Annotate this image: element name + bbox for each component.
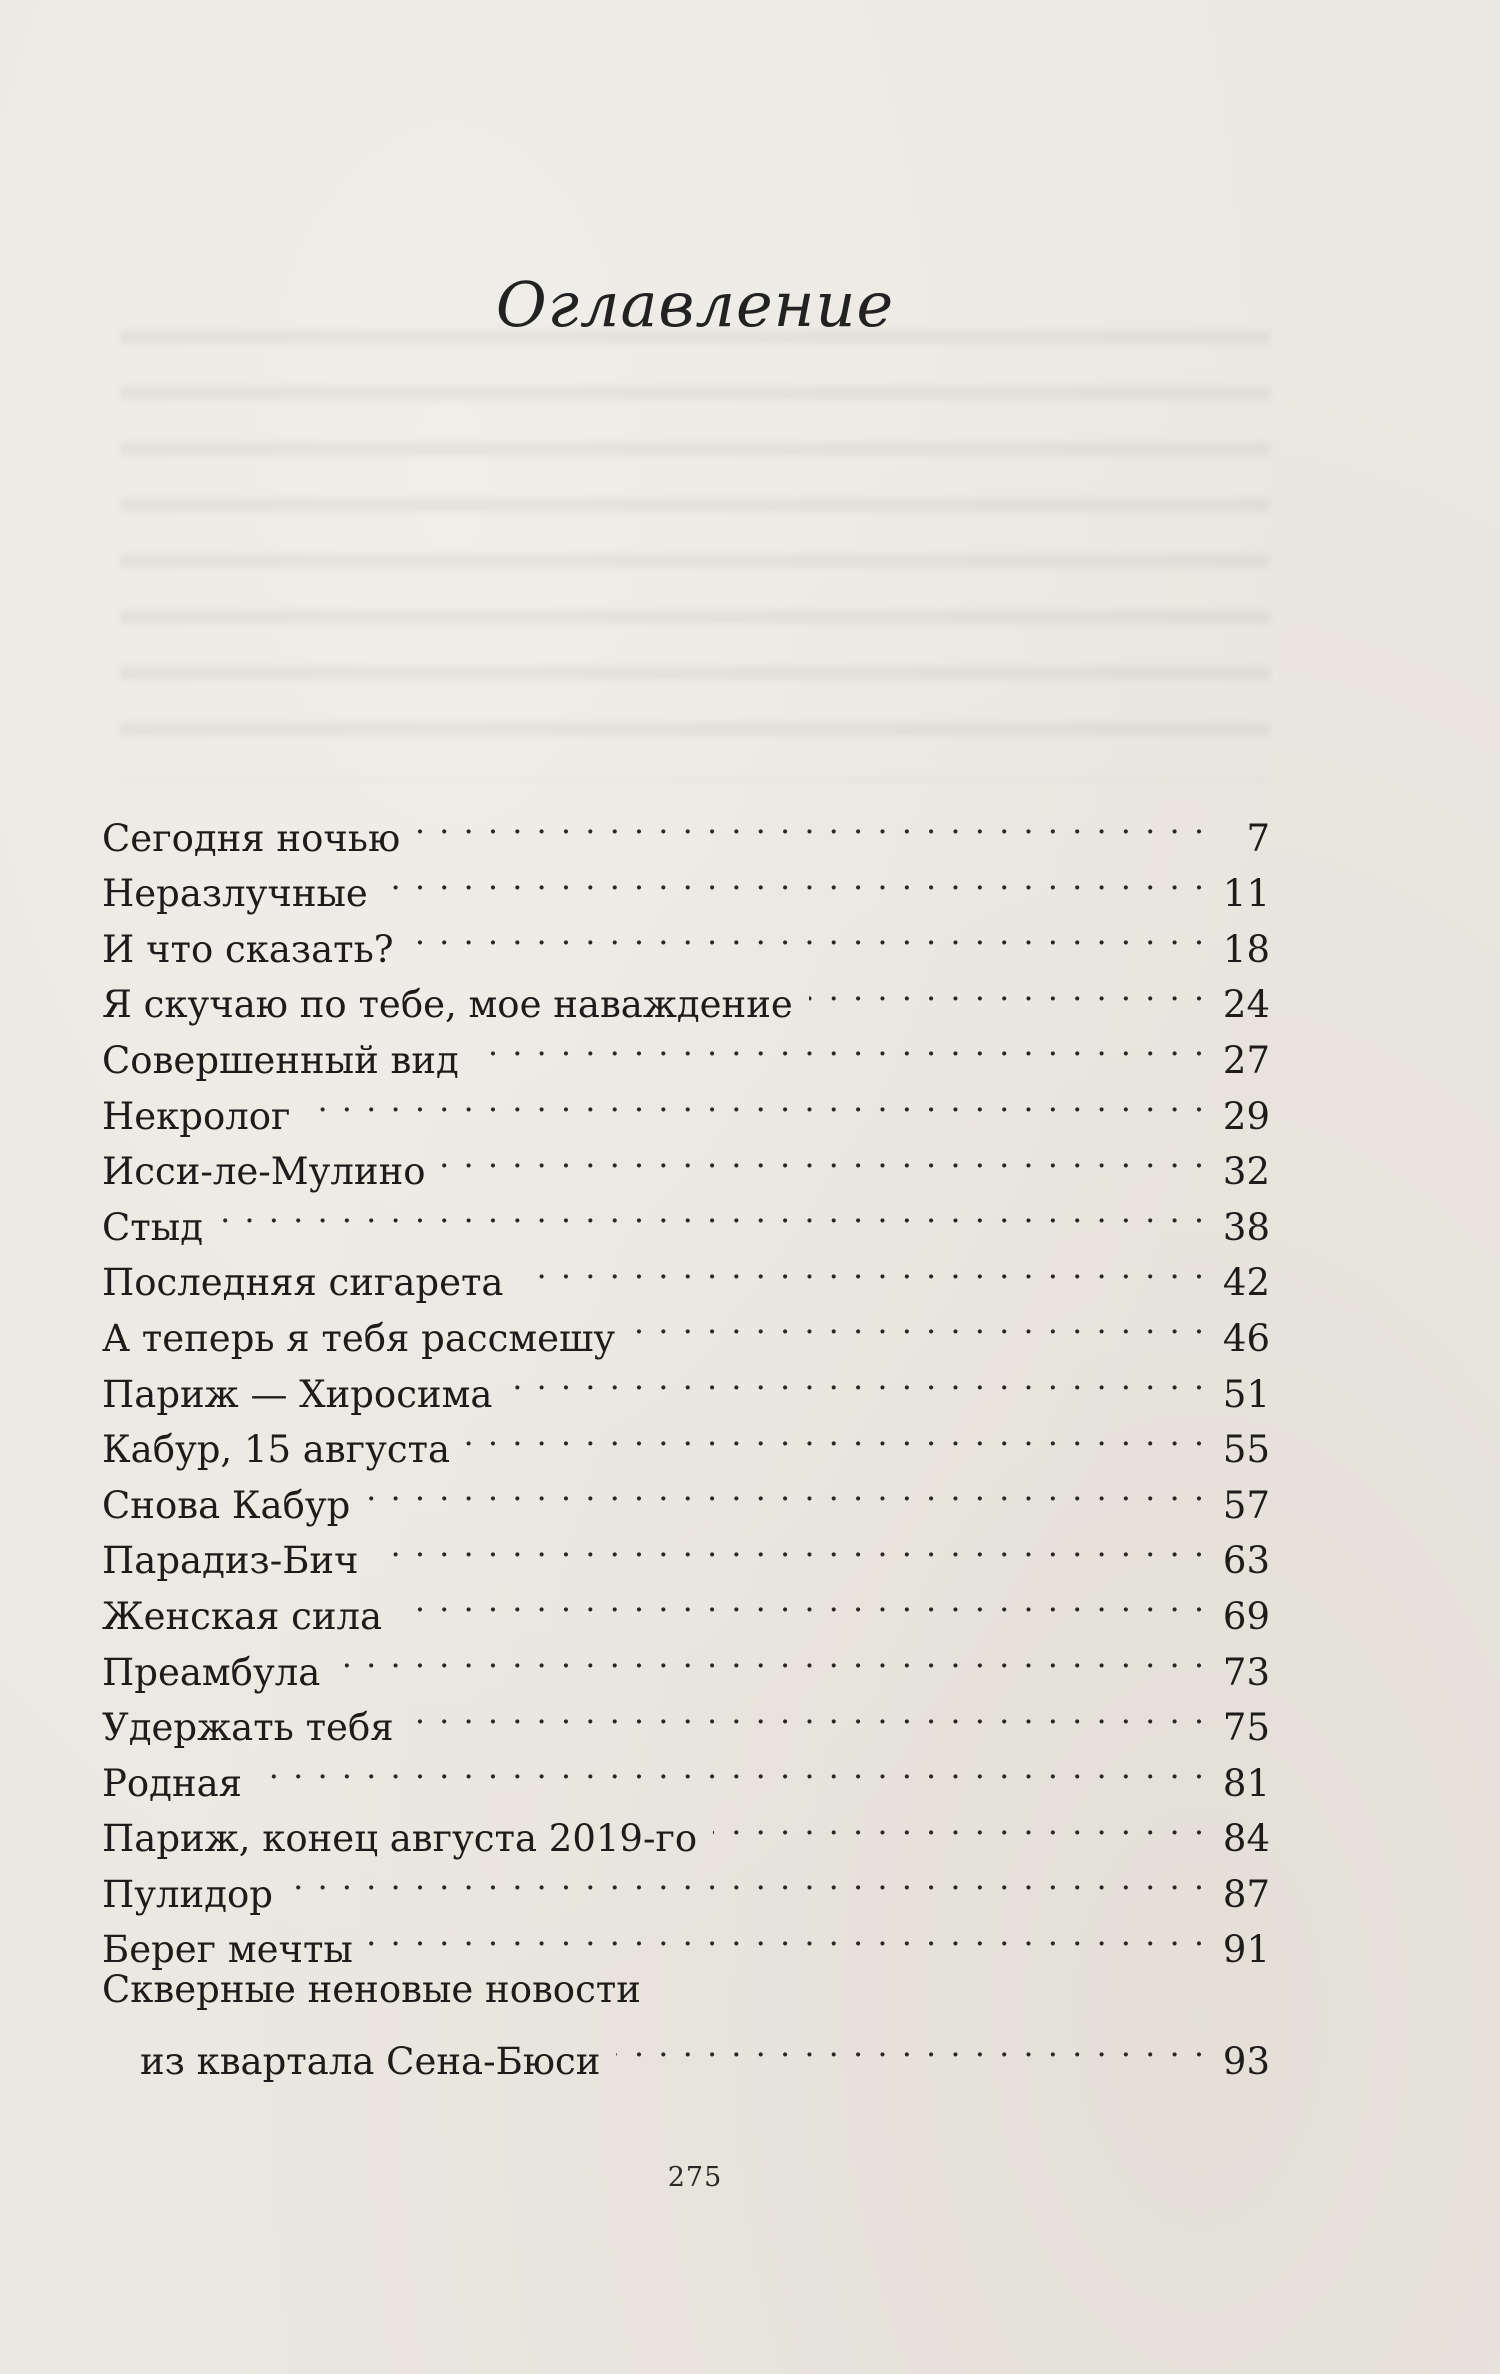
toc-entry-page: 27 bbox=[1222, 1038, 1270, 1082]
dot-leader bbox=[289, 1851, 1206, 1907]
dot-leader bbox=[369, 1907, 1206, 1963]
toc-entry-title: Париж, конец августа 2019-го bbox=[102, 1817, 698, 1861]
toc-entry-title: Я скучаю по тебе, мое наваждение bbox=[102, 983, 793, 1027]
toc-entry-title-line1: Скверные неновые новости bbox=[102, 1968, 641, 2012]
toc-entry-title: Женская сила bbox=[102, 1594, 383, 1638]
toc-entry-title-line2-row bbox=[102, 2018, 1270, 2083]
page-number: 275 bbox=[667, 2162, 723, 2193]
toc-entry-page: 91 bbox=[1222, 1928, 1270, 1972]
dot-leader bbox=[366, 1462, 1206, 1518]
toc-entry bbox=[102, 1907, 1270, 1972]
dot-leader bbox=[713, 1796, 1206, 1852]
dot-leader bbox=[616, 2018, 1206, 2074]
toc-entry-title: А теперь я тебя рассмешу bbox=[102, 1316, 616, 1360]
toc-entry-page: 32 bbox=[1222, 1150, 1270, 1194]
toc-entry-page: 75 bbox=[1222, 1706, 1270, 1750]
dot-leader bbox=[398, 1573, 1206, 1629]
dot-leader bbox=[336, 1629, 1206, 1685]
toc-entry bbox=[102, 795, 1270, 860]
toc-entry-title: Сегодня ночью bbox=[102, 816, 401, 860]
toc-entry-title: Берег мечты bbox=[102, 1928, 353, 1972]
toc-entry bbox=[102, 1796, 1270, 1861]
dot-leader bbox=[809, 962, 1206, 1018]
toc-entry-title: Исси-ле-Мулино bbox=[102, 1150, 426, 1194]
toc-entry-title: Стыд bbox=[102, 1205, 204, 1249]
dot-leader bbox=[466, 1407, 1206, 1463]
dot-leader bbox=[520, 1240, 1207, 1296]
toc-entry-page: 11 bbox=[1222, 872, 1270, 916]
dot-leader bbox=[306, 1073, 1206, 1129]
table-of-contents bbox=[102, 795, 1270, 2083]
toc-entry-page: 87 bbox=[1222, 1872, 1270, 1916]
toc-entry-title: Некролог bbox=[102, 1094, 291, 1138]
toc-entry-page: 24 bbox=[1222, 983, 1270, 1027]
toc-entry-page: 29 bbox=[1222, 1094, 1270, 1138]
toc-entry-page: 55 bbox=[1222, 1428, 1270, 1472]
toc-entry-page: 63 bbox=[1222, 1539, 1270, 1583]
dot-leader bbox=[410, 1685, 1206, 1741]
dot-leader bbox=[375, 1518, 1206, 1574]
dot-leader bbox=[384, 851, 1206, 907]
toc-entry-page: 46 bbox=[1222, 1316, 1270, 1360]
toc-entry-page: 18 bbox=[1222, 927, 1270, 971]
toc-entry-page: 84 bbox=[1222, 1817, 1270, 1861]
toc-entry-page: 38 bbox=[1222, 1205, 1270, 1249]
toc-entry bbox=[102, 1240, 1270, 1305]
toc-entry-title: Последняя сигарета bbox=[102, 1261, 504, 1305]
toc-entry-title: Париж — Хиросима bbox=[102, 1372, 493, 1416]
toc-entry bbox=[102, 1740, 1270, 1805]
dot-leader bbox=[475, 1017, 1206, 1073]
toc-entry-page: 93 bbox=[1222, 2039, 1270, 2083]
toc-entry-title: Преамбула bbox=[102, 1650, 321, 1694]
page-title: Оглавление bbox=[495, 268, 895, 341]
toc-entry-page: 69 bbox=[1222, 1594, 1270, 1638]
dot-leader bbox=[416, 795, 1206, 851]
toc-entry bbox=[102, 1184, 1270, 1249]
toc-entry-title: Удержать тебя bbox=[102, 1706, 394, 1750]
toc-entry-title: Неразлучные bbox=[102, 872, 368, 916]
toc-entry-page: 73 bbox=[1222, 1650, 1270, 1694]
dot-leader bbox=[508, 1351, 1206, 1407]
toc-entry-page: 81 bbox=[1222, 1761, 1270, 1805]
toc-entry-page: 51 bbox=[1222, 1372, 1270, 1416]
toc-entry-title: Совершенный вид bbox=[102, 1038, 459, 1082]
toc-entry-title: Родная bbox=[102, 1761, 243, 1805]
toc-entry-title-line2: из квартала Сена-Бюси bbox=[140, 2039, 601, 2083]
toc-entry-title: Парадиз-Бич bbox=[102, 1539, 359, 1583]
dot-leader bbox=[442, 1129, 1206, 1185]
toc-entry-title: Пулидор bbox=[102, 1872, 273, 1916]
dot-leader bbox=[219, 1184, 1206, 1240]
toc-entry-page: 7 bbox=[1246, 816, 1270, 860]
show-through-text bbox=[120, 300, 1270, 780]
toc-entry-multiline bbox=[102, 1962, 1270, 2083]
dot-leader bbox=[410, 906, 1206, 962]
toc-entry-page: 57 bbox=[1222, 1483, 1270, 1527]
toc-entry-page: 42 bbox=[1222, 1261, 1270, 1305]
toc-entry-title: Кабур, 15 августа bbox=[102, 1428, 451, 1472]
dot-leader bbox=[258, 1740, 1206, 1796]
toc-entry-title: Снова Кабур bbox=[102, 1483, 351, 1527]
toc-entry-title: И что сказать? bbox=[102, 927, 394, 971]
dot-leader bbox=[631, 1295, 1206, 1351]
